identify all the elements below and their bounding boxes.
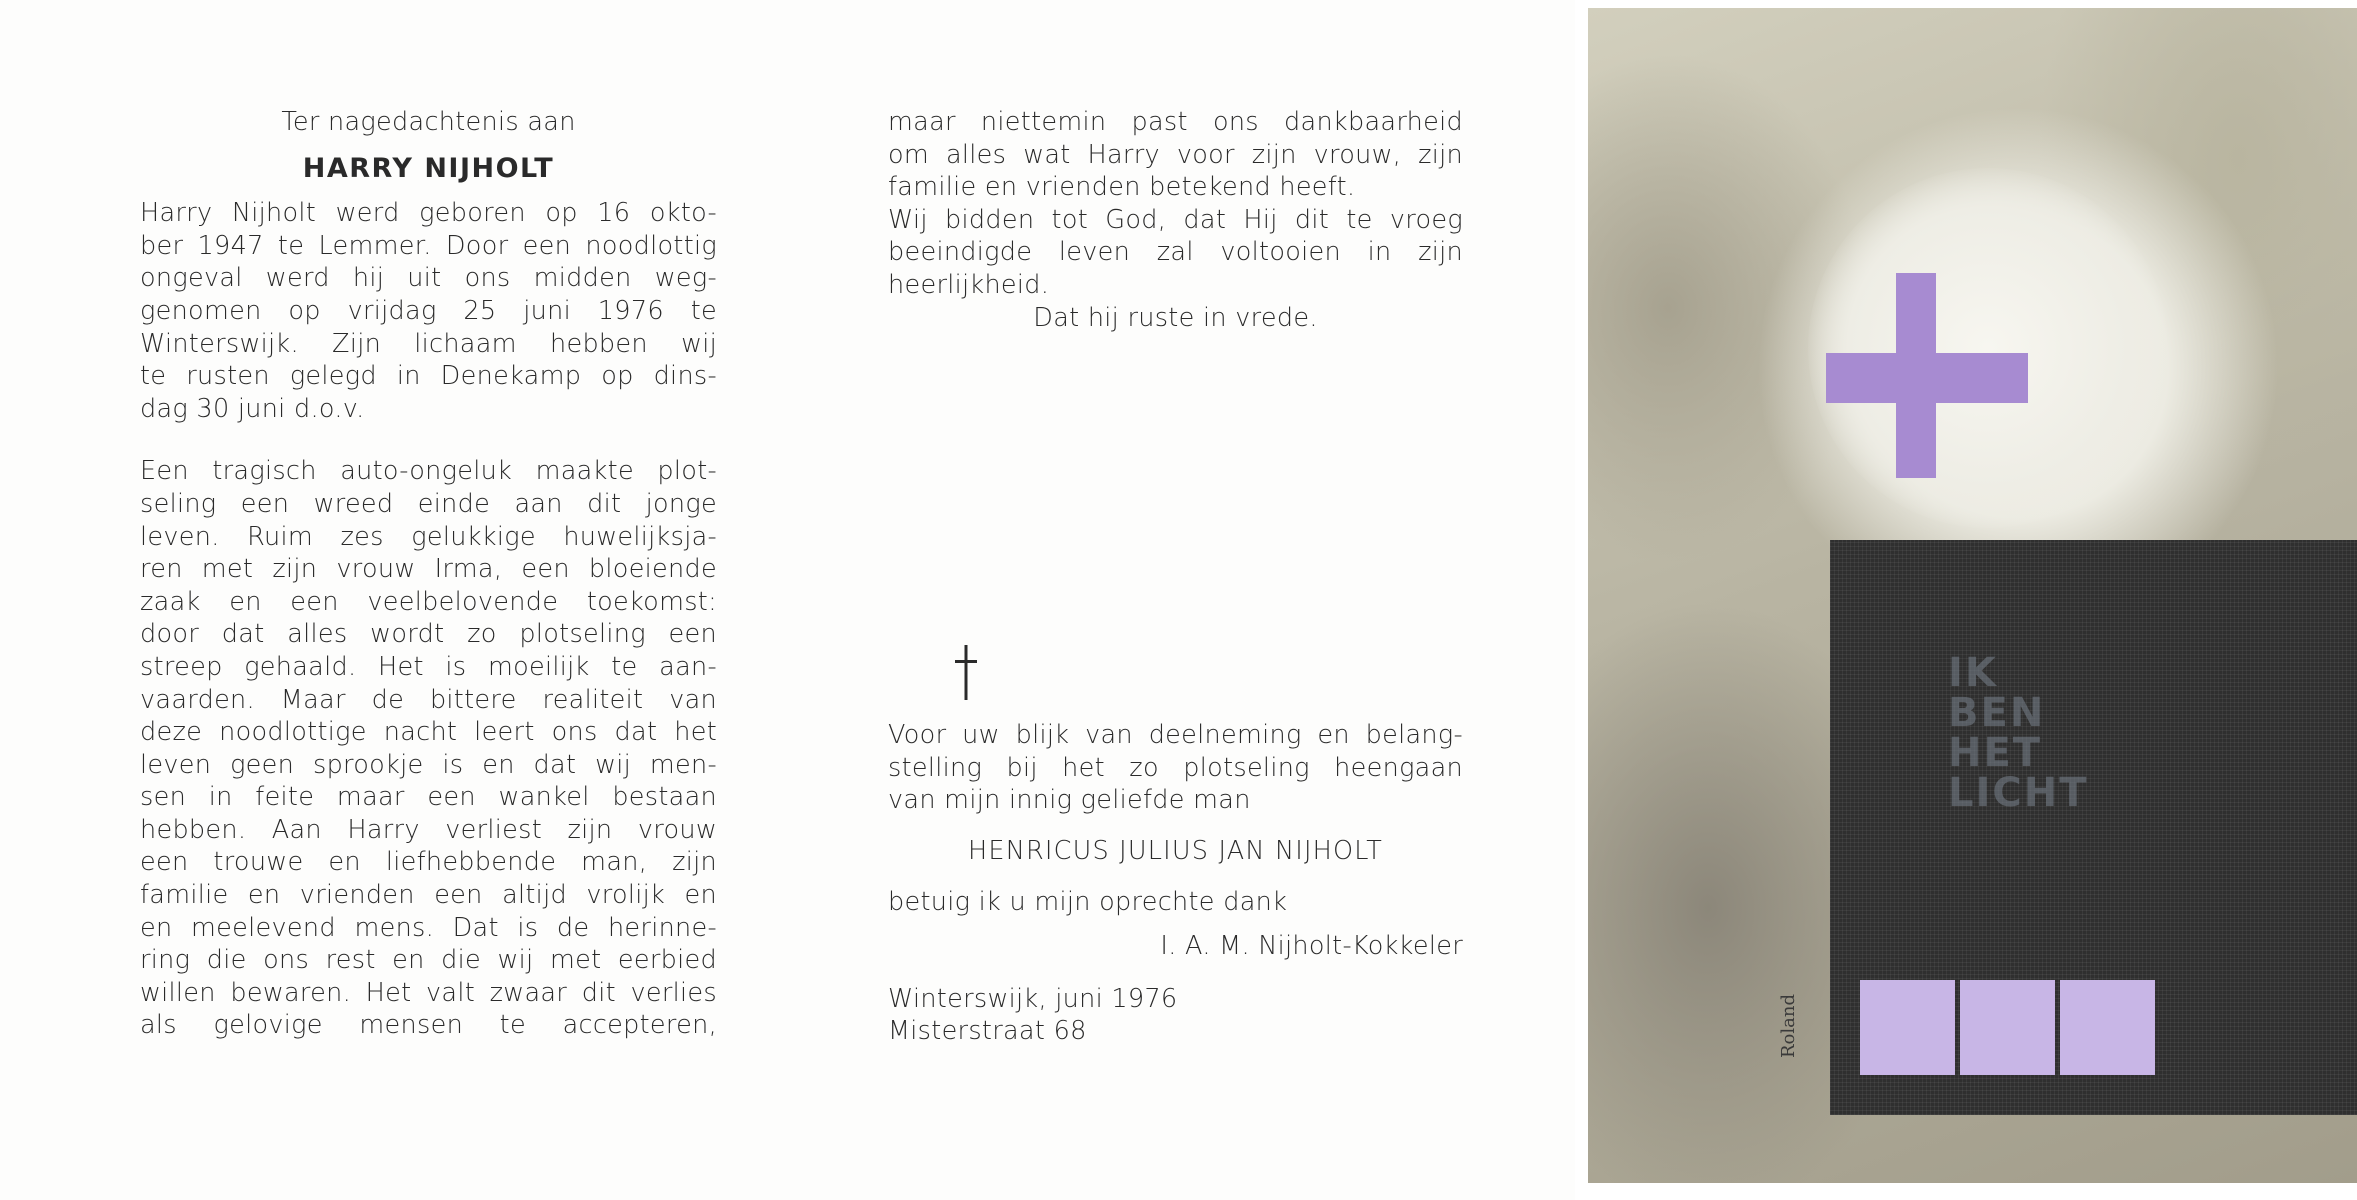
purple-cross-bar: [1826, 353, 2028, 403]
artist-signature: Roland: [1778, 994, 1799, 1058]
text-line: stelling bij het zo plotseling heengaan: [888, 752, 1463, 783]
text-line: deze noodlottige nacht leert ons dat het: [140, 717, 717, 748]
text-line: leven geen sprookje is en dat wij men-: [140, 749, 717, 780]
text-line: heerlijkheid.: [888, 269, 1050, 300]
right-column: [888, 106, 1463, 1048]
text-line: willen bewaren. Het valt zwaar dit verlies: [140, 977, 717, 1008]
text-line: ren met zijn vrouw Irma, een bloeiende: [140, 554, 717, 585]
artwork-text-line: LICHT: [1948, 770, 2089, 816]
text-line: genomen op vrijdag 25 juni 1976 te: [140, 295, 717, 326]
lilac-square: [1860, 980, 1955, 1075]
closing-line: Dat hij ruste in vrede.: [1033, 302, 1318, 333]
artwork-text-line: BEN: [1948, 690, 2046, 736]
text-line: dag 30 juni d.o.v.: [140, 393, 365, 424]
small-cross-icon: [955, 645, 977, 700]
text-line: hebben. Aan Harry verliest zijn vrouw: [140, 814, 717, 845]
text-line: beeindigde leven zal voltooien in zijn: [888, 237, 1463, 268]
full-name: HENRICUS JULIUS JAN NIJHOLT: [968, 835, 1383, 866]
biography-paragraph: [140, 197, 717, 425]
signature-name: I. A. M. Nijholt-Kokkeler: [1160, 931, 1463, 962]
text-line: familie en vrienden betekend heeft.: [888, 172, 1356, 203]
text-line: van mijn innig geliefde man: [888, 785, 1251, 816]
text-line: ring die ons rest en die wij met eerbied: [140, 945, 717, 976]
deceased-name-heading: HARRY NIJHOLT: [302, 152, 555, 184]
left-column: [140, 106, 717, 1042]
gratitude-paragraph: [888, 106, 1463, 334]
text-line: streep gehaald. Het is moeilijk te aan-: [140, 651, 717, 682]
light-halo: [1808, 168, 2168, 528]
intro-text: Ter nagedachtenis aan: [281, 107, 576, 137]
text-line: en meelevend mens. Dat is de herinne-: [140, 912, 717, 943]
text-line: Voor uw blijk van deelneming en belang-: [888, 720, 1463, 751]
text-line: vaarden. Maar de bittere realiteit van: [140, 684, 717, 715]
lilac-square: [2060, 980, 2155, 1075]
artwork-text-line: HET: [1948, 730, 2043, 776]
text-line: zaak en een veelbelovende toekomst:: [140, 586, 717, 617]
text-line: sen in feite maar een wankel bestaan: [140, 782, 717, 813]
text-line: Winterswijk. Zijn lichaam hebben wij: [140, 328, 717, 359]
cover-artwork: [1588, 8, 2357, 1183]
text-line: om alles wat Harry voor zijn vrouw, zijn: [888, 139, 1463, 170]
artwork-text-line: IK: [1948, 650, 1998, 696]
remembrance-paragraph: [140, 455, 717, 1042]
place-date: Winterswijk, juni 1976: [888, 983, 1178, 1014]
text-line: Wij bidden tot God, dat Hij dit te vroeg: [888, 204, 1463, 235]
artwork-text: [1948, 650, 2148, 816]
thanks-paragraph: [888, 719, 1463, 817]
text-line: Harry Nijholt werd geboren op 16 okto-: [140, 198, 717, 229]
text-line: ber 1947 te Lemmer. Door een noodlottig: [140, 230, 717, 261]
lilac-square: [1960, 980, 2055, 1075]
gratitude-line: betuig ik u mijn oprechte dank: [888, 886, 1288, 917]
text-line: als gelovige mensen te accepteren,: [140, 1010, 717, 1041]
text-line: ongeval werd hij uit ons midden weg-: [140, 263, 717, 294]
address: Misterstraat 68: [888, 1016, 1087, 1047]
text-line: seling een wreed einde aan dit jonge: [140, 488, 717, 519]
text-line: door dat alles wordt zo plotseling een: [140, 619, 717, 650]
text-line: te rusten gelegd in Denekamp op dins-: [140, 361, 717, 392]
text-line: een trouwe en liefhebbende man, zijn: [140, 847, 717, 878]
text-line: maar niettemin past ons dankbaarheid: [888, 107, 1463, 137]
text-line: Een tragisch auto-ongeluk maakte plot-: [140, 456, 717, 487]
text-line: leven. Ruim zes gelukkige huwelijksja-: [140, 521, 717, 552]
text-line: familie en vrienden een altijd vrolijk en: [140, 880, 717, 911]
